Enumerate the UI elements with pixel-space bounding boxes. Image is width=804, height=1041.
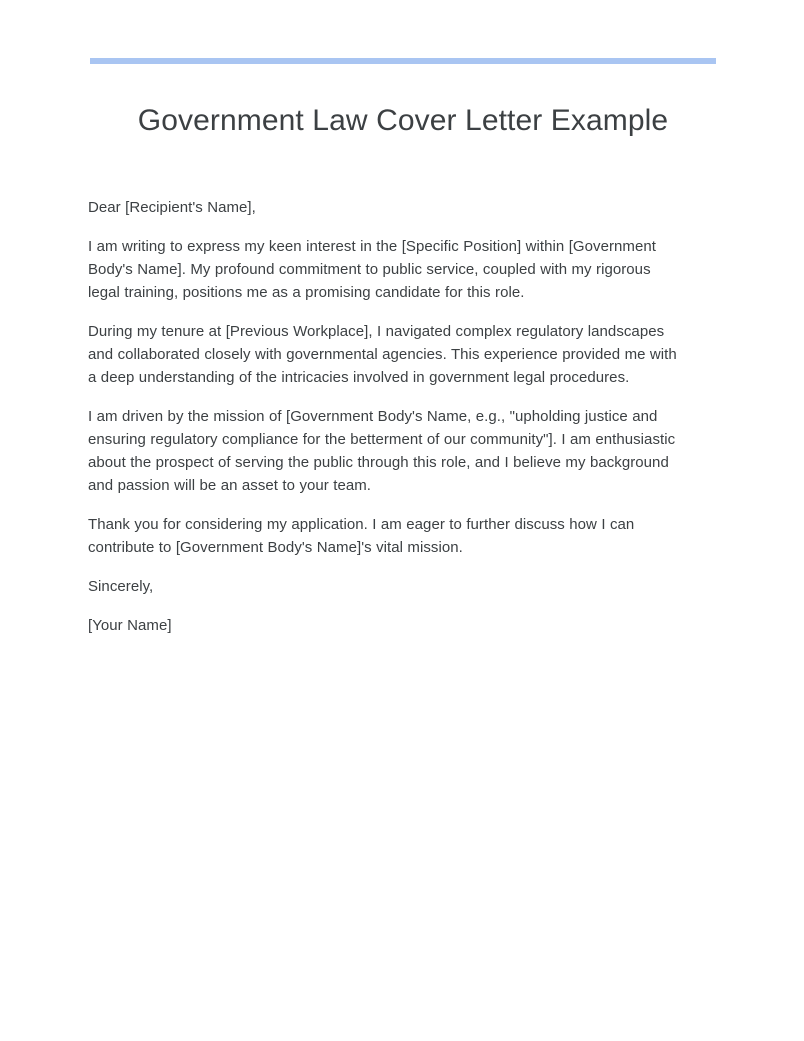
header-accent-bar [90, 58, 716, 64]
page-title: Government Law Cover Letter Example [137, 104, 669, 137]
letter-paragraph-experience: During my tenure at [Previous Workplace], I navigated complex regulatory landscapes and collaborated closely with governmental agencies. This experience provided me with a deep understanding of the intricacies involved in government legal procedures. [88, 323, 677, 386]
letter-paragraph-salutation: Dear [Recipient's Name], [88, 199, 256, 216]
letter-paragraph-signoff: Sincerely, [88, 578, 154, 595]
letter-paragraph-closing: Thank you for considering my application. I am eager to further discuss how I can contribute to [Government Body's Name]'s vital mission. [88, 516, 635, 556]
letter-paragraph-motivation: I am driven by the mission of [Government Body's Name, e.g., "upholding justice and ensuring regulatory compliance for the betterment of our community"]. I am enthusiastic about the prospect of serving the public through this role, and I believe my background and passion will be an asset to your team. [88, 408, 676, 494]
letter-paragraph-signature: [Your Name] [88, 617, 172, 634]
letter-paragraph-intro: I am writing to express my keen interest in the [Specific Position] within [Government Body's Name]. My profound commitment to public service, coupled with my rigorous legal training, positions me as a promising candidate for this role. [88, 238, 656, 301]
cover-letter-body [88, 196, 682, 637]
